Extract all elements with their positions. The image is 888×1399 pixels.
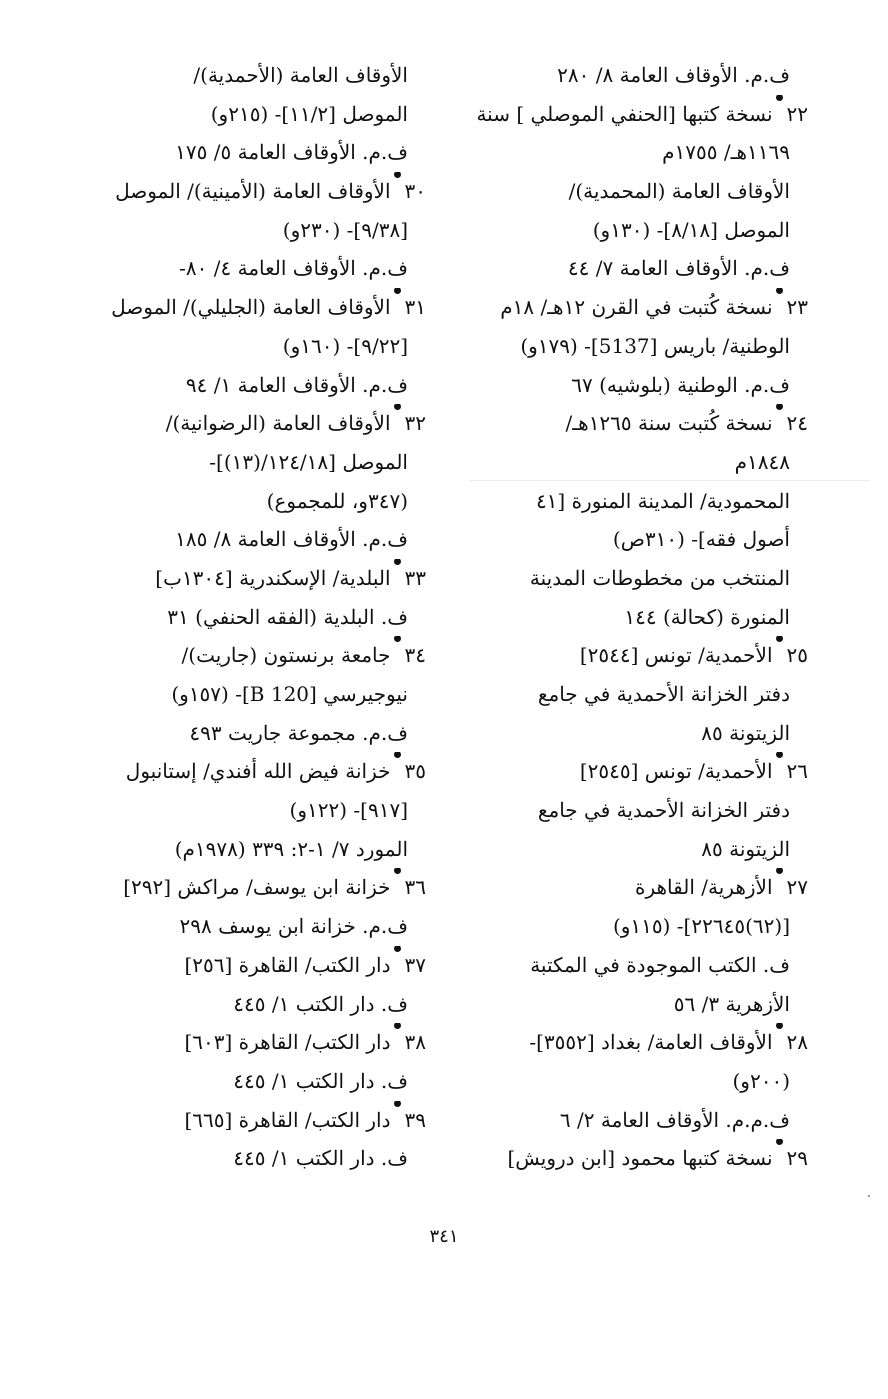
entry-number: ٣٦ <box>404 875 426 900</box>
entry-first-line <box>78 1023 426 1062</box>
entry-line <box>462 443 808 482</box>
bullet-dot-icon <box>394 1101 401 1107</box>
entry-first-line <box>78 868 426 907</box>
entry-text: الأحمدية/ تونس [٢٥٤٤] <box>579 643 773 668</box>
entry-text: البلدية/ الإسكندرية [١٣٠٤ب] <box>155 565 391 590</box>
bullet-dot-icon <box>776 1023 783 1029</box>
entry-text: خزانة فيض الله أفندي/ إستانبول <box>125 759 391 784</box>
entry-text: نيوجيرسي [120 B]- (١٥٧و) <box>171 682 408 706</box>
bullet-dot-icon <box>394 559 401 565</box>
entry-text: الأوقاف العامة (المحمدية)/ <box>568 179 790 204</box>
right-column <box>462 56 808 1178</box>
entry-first-line <box>78 1101 426 1140</box>
bullet-dot-icon <box>776 288 783 294</box>
entry-text: (٣٤٧و، للمجموع) <box>266 488 408 513</box>
entry-text: المنتخب من مخطوطات المدينة <box>529 565 790 590</box>
entry-line <box>78 1062 426 1101</box>
entry-text: ف.م. الأوقاف العامة ١/ ٩٤ <box>185 372 408 397</box>
entry-line <box>462 559 808 598</box>
entry-line <box>462 830 808 869</box>
entry-line <box>78 714 426 753</box>
entry-text: دار الكتب/ القاهرة [٦٦٥] <box>184 1107 391 1132</box>
entry-number: ٢٨ <box>786 1030 808 1055</box>
entry-first-line <box>462 1139 808 1178</box>
entry-text: ف.م. خزانة ابن يوسف ٢٩٨ <box>179 914 408 939</box>
entry-text: الأوقاف العامة/ بغداد [٣٥٥٢]- <box>529 1030 773 1055</box>
entry-text: ف.م. الأوقاف العامة ٨/ ٢٨٠ <box>557 63 790 87</box>
entry-line <box>462 56 808 95</box>
entry-text: الأوقاف العامة (الأحمدية)/ <box>193 63 408 87</box>
entry-first-line <box>78 752 426 791</box>
entry-line <box>78 366 426 405</box>
entry-line <box>462 791 808 830</box>
entry-line <box>462 327 808 366</box>
entry-text: الأوقاف العامة (الرضوانية)/ <box>165 411 391 436</box>
entry-number: ٢٣ <box>786 295 808 320</box>
entry-line <box>78 520 426 559</box>
entry-line <box>462 714 808 753</box>
entry-first-line <box>78 636 426 675</box>
entry-text: ١١٦٩هـ/ ١٧٥٥م <box>662 140 790 165</box>
entry-number: ٣٥ <box>404 759 426 784</box>
entry-text: الأحمدية/ تونس [٢٥٤٥] <box>579 759 773 784</box>
entry-number: ٢٦ <box>786 759 808 784</box>
entry-text: خزانة ابن يوسف/ مراكش [٢٩٢] <box>123 875 391 900</box>
bullet-dot-icon <box>776 868 783 874</box>
entry-number: ٣٩ <box>404 1107 426 1132</box>
entry-first-line <box>462 288 808 327</box>
entry-number: ٢٧ <box>786 875 808 900</box>
entry-line <box>78 675 426 714</box>
entry-text: الأزهرية/ القاهرة <box>635 875 773 900</box>
entry-line <box>462 1101 808 1140</box>
entry-line <box>78 443 426 482</box>
entry-text: ف.م. الوطنية (بلوشيه) ٦٧ <box>571 372 790 397</box>
entry-text: ف. البلدية (الفقه الحنفي) ٣١ <box>167 604 408 629</box>
entry-line <box>78 598 426 637</box>
entry-first-line <box>462 1023 808 1062</box>
entry-first-line <box>78 946 426 985</box>
entry-number: ٣٢ <box>404 411 426 436</box>
bullet-dot-icon <box>776 1139 783 1145</box>
entry-text: دار الكتب/ القاهرة [٦٠٣] <box>184 1030 391 1055</box>
entry-first-line <box>462 636 808 675</box>
entry-line <box>462 985 808 1024</box>
entry-number: ٣٤ <box>404 643 426 668</box>
entry-line <box>78 1139 426 1178</box>
entry-line <box>462 211 808 250</box>
entry-text: ١٨٤٨م <box>734 449 790 474</box>
entry-number: ٢٢ <box>786 101 808 126</box>
entry-text: الموصل [١٢٤/١٨/(١٣)]- <box>209 449 408 474</box>
entry-first-line <box>462 95 808 134</box>
entry-first-line <box>78 404 426 443</box>
entry-line <box>462 598 808 637</box>
entry-text: [٩/٢٢]- (١٦٠و) <box>282 333 408 358</box>
entry-line <box>462 520 808 559</box>
entry-line <box>462 946 808 985</box>
entry-text: [٩١٧]- (١٢٢و) <box>289 798 408 823</box>
bullet-dot-icon <box>776 752 783 758</box>
left-column <box>78 56 426 1178</box>
entry-text: ف. دار الكتب ١/ ٤٤٥ <box>233 1068 408 1093</box>
entry-text: الموصل [١١/٢]- (٢١٥و) <box>210 101 408 126</box>
entry-number: ٣١ <box>404 295 426 320</box>
entry-text: [٩/٣٨]- (٢٣٠و) <box>282 217 408 242</box>
entry-text: ف. دار الكتب ١/ ٤٤٥ <box>233 1146 408 1171</box>
entry-text: ف.م. الأوقاف العامة ٧/ ٤٤ <box>567 256 790 281</box>
bullet-dot-icon <box>394 404 401 410</box>
bullet-dot-icon <box>776 636 783 642</box>
entry-number: ٣٨ <box>404 1030 426 1055</box>
entry-text: الزيتونة ٨٥ <box>701 720 790 745</box>
entry-text: أصول فقه]- (٣١٠ص) <box>612 527 790 552</box>
entry-text: (٢٠٠و) <box>732 1068 790 1093</box>
entry-first-line <box>462 868 808 907</box>
entry-line <box>78 985 426 1024</box>
scan-artifact-line <box>470 480 870 481</box>
entry-line <box>78 791 426 830</box>
entry-text: الأوقاف العامة (الأمينية)/ الموصل <box>115 179 391 204</box>
entry-text: نسخة كتبها محمود [ابن درويش] <box>507 1146 773 1171</box>
entry-text: دفتر الخزانة الأحمدية في جامع <box>537 798 790 823</box>
entry-text: ف. دار الكتب ١/ ٤٤٥ <box>233 991 408 1016</box>
entry-first-line <box>78 172 426 211</box>
entry-line <box>78 211 426 250</box>
entry-line <box>78 133 426 172</box>
bullet-dot-icon <box>394 868 401 874</box>
entry-text: جامعة برنستون (جاريت)/ <box>181 643 391 668</box>
entry-line <box>462 133 808 172</box>
entry-text: ف.م. الأوقاف العامة ٨/ ١٨٥ <box>175 527 408 552</box>
entry-text: دفتر الخزانة الأحمدية في جامع <box>537 682 790 706</box>
entry-number: ٢٥ <box>786 643 808 668</box>
entry-text: نسخة كُتبت سنة ١٢٦٥هـ/ <box>565 411 773 436</box>
entry-number: ٣٧ <box>404 952 426 977</box>
entry-first-line <box>78 559 426 598</box>
entry-text: ف.م. مجموعة جاريت ٤٩٣ <box>189 720 408 745</box>
entry-line <box>462 907 808 946</box>
entry-line <box>462 172 808 211</box>
bullet-dot-icon <box>394 288 401 294</box>
entry-text: الوطنية/ باريس [5137]- (١٧٩و) <box>520 333 790 358</box>
bullet-dot-icon <box>394 946 401 952</box>
entry-text: المحمودية/ المدينة المنورة [٤١ <box>535 488 790 513</box>
entry-number: ٢٩ <box>786 1146 808 1171</box>
entry-text: المورد ٧/ ١-٢: ٣٣٩ (١٩٧٨م) <box>174 836 408 861</box>
bullet-dot-icon <box>776 404 783 410</box>
entry-line <box>78 249 426 288</box>
entry-line <box>78 327 426 366</box>
entry-line <box>78 830 426 869</box>
entry-line <box>462 249 808 288</box>
entry-text: المنورة (كحالة) ١٤٤ <box>624 604 790 629</box>
entry-text: ف.م.م. الأوقاف العامة ٢/ ٦ <box>559 1107 790 1132</box>
entry-line <box>462 482 808 521</box>
entry-text: ف. الكتب الموجودة في المكتبة <box>530 952 790 977</box>
entry-text: نسخة كُتبت في القرن ١٢هـ/ ١٨م <box>500 295 773 320</box>
entry-line <box>78 482 426 521</box>
entry-line <box>462 366 808 405</box>
entry-line <box>78 907 426 946</box>
entry-first-line <box>462 752 808 791</box>
entry-line <box>462 675 808 714</box>
entry-text: نسخة كتبها [الحنفي الموصلي ] سنة <box>476 101 773 126</box>
bullet-dot-icon <box>394 1023 401 1029</box>
entry-number: ٣٣ <box>404 565 426 590</box>
entry-text: الأزهرية ٣/ ٥٦ <box>673 991 790 1016</box>
entry-text: ف.م. الأوقاف العامة ٤/ ٨٠- <box>179 256 408 281</box>
bullet-dot-icon <box>394 636 401 642</box>
page-number: ٣٤١ <box>429 1226 459 1247</box>
entry-first-line <box>462 404 808 443</box>
bullet-dot-icon <box>394 752 401 758</box>
entry-text: الزيتونة ٨٥ <box>701 836 790 861</box>
bullet-dot-icon <box>776 95 783 101</box>
entry-text: دار الكتب/ القاهرة [٢٥٦] <box>184 952 391 977</box>
entry-number: ٣٠ <box>404 179 426 204</box>
entry-first-line <box>78 288 426 327</box>
bullet-dot-icon <box>394 172 401 178</box>
entry-text: الأوقاف العامة (الجليلي)/ الموصل <box>111 295 391 320</box>
entry-line <box>78 95 426 134</box>
entry-line <box>462 1062 808 1101</box>
entry-text: [(٦٢)٢٢٦٤٥]- (١١٥و) <box>612 914 790 939</box>
entry-line <box>78 56 426 95</box>
entry-number: ٢٤ <box>786 411 808 436</box>
entry-text: ف.م. الأوقاف العامة ٥/ ١٧٥ <box>175 140 408 165</box>
entry-text: الموصل [٨/١٨]- (١٣٠و) <box>592 217 790 242</box>
scan-speck <box>868 1195 870 1197</box>
